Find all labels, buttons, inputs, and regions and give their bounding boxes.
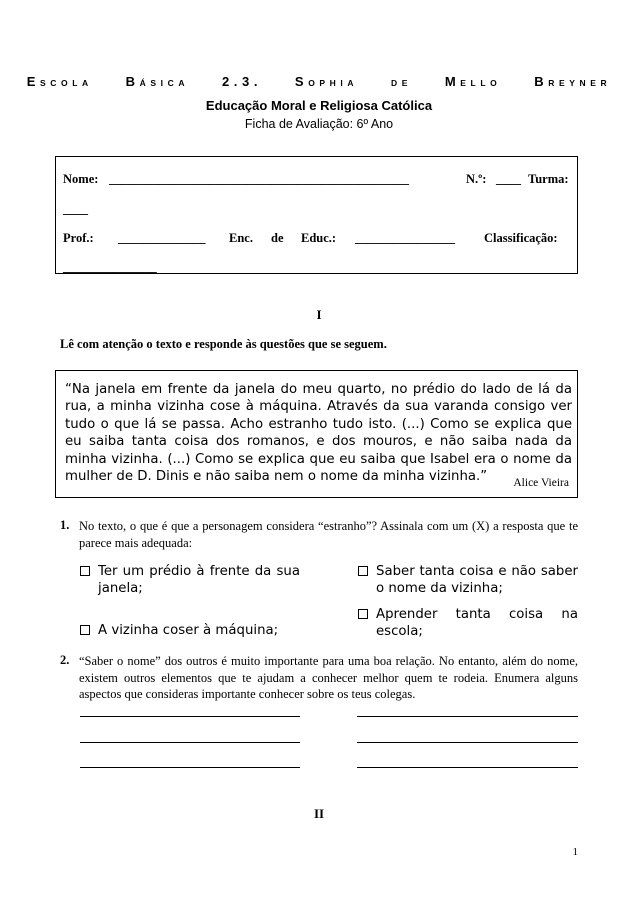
checkbox[interactable] xyxy=(80,625,90,635)
option-label: A vizinha coser à máquina; xyxy=(98,623,279,638)
answer-line[interactable] xyxy=(80,716,300,717)
option-label: Saber tanta coisa e não saber o nome da vizinha; xyxy=(376,564,578,596)
school-name-word: MELLO xyxy=(444,74,502,89)
school-name-word: DE xyxy=(390,78,412,88)
option-label: Aprender tanta coisa na escola; xyxy=(376,607,578,639)
answer-line[interactable] xyxy=(357,742,578,743)
answer-line[interactable] xyxy=(357,716,578,717)
school-name-word: ESCOLA xyxy=(26,74,93,89)
section-numeral-i: I xyxy=(316,307,322,322)
question-2-text: “Saber o nome” dos outros é muito importante para uma boa relação. No entanto, além do nome, existem outros elementos que te ajudam a conhecer melhor quem te rodeia. Enumera alguns aspectos que consideras importante conhecer sobre os teus colegas. xyxy=(79,654,578,701)
school-name-word: BREYNER xyxy=(534,74,612,89)
school-name-word: 2.3. xyxy=(221,74,263,89)
option-vizinha-coser[interactable] xyxy=(80,622,300,640)
classificacao-field[interactable]: _______________ xyxy=(63,260,157,274)
option-label: Ter um prédio à frente da sua janela; xyxy=(98,564,300,596)
classificacao-label: Classificação: xyxy=(484,231,558,245)
prof-field[interactable]: ______________ xyxy=(118,231,206,245)
student-id-box xyxy=(55,156,578,274)
reading-quote: “Na janela em frente da janela do meu quarto, no prédio do lado de lá da rua, a minha vizinha cose à máquina. Através da sua varanda consigo ver tudo o que lá se passa. Acho estranho tudo isto. (...) Como se explica que eu saiba tanta coisa dos romanos, e dos mouros, e não saiba nada da minha vizinha. (...) Como se explica que eu saiba que Isabel era o nome da mulher de D. Dinis e não saiba nem o nome da minha vizinha.” xyxy=(65,382,572,485)
question-1-number: 1. xyxy=(60,518,70,532)
answer-line[interactable] xyxy=(357,767,578,768)
answer-line[interactable] xyxy=(80,767,300,768)
educ-label: Educ.: xyxy=(301,231,337,245)
section-numeral-ii: II xyxy=(313,806,325,821)
school-name-word: BÁSICA xyxy=(125,74,190,89)
quote-author: Alice Vieira xyxy=(513,477,569,489)
page-number: 1 xyxy=(572,846,578,858)
school-name xyxy=(0,74,638,89)
numero-field[interactable]: ____ xyxy=(496,172,521,186)
turma-label: Turma: xyxy=(528,172,569,186)
de-label: de xyxy=(271,231,284,245)
school-name-word: SOPHIA xyxy=(294,74,359,89)
enc-label: Enc. xyxy=(229,231,253,245)
nome-field[interactable]: ________________________________________________ xyxy=(109,172,409,186)
option-saber-tanta-coisa[interactable] xyxy=(358,563,578,599)
subject-title: Educação Moral e Religiosa Católica xyxy=(205,98,433,113)
checkbox[interactable] xyxy=(358,609,368,619)
checkbox[interactable] xyxy=(80,566,90,576)
prof-label: Prof.: xyxy=(63,231,94,245)
reading-instruction: Lê com atenção o texto e responde às questões que se seguem. xyxy=(60,337,387,351)
checkbox[interactable] xyxy=(358,566,368,576)
numero-label: N.º: xyxy=(466,172,487,186)
reading-text-box xyxy=(55,370,578,498)
turma-field[interactable]: ____ xyxy=(63,202,88,216)
option-aprender[interactable] xyxy=(358,606,578,642)
answer-line[interactable] xyxy=(80,742,300,743)
enc-educ-field[interactable]: ________________ xyxy=(355,231,455,245)
question-2-number: 2. xyxy=(60,653,70,667)
question-1-text: No texto, o que é que a personagem considera “estranho”? Assinala com um (X) a resposta que te parece mais adequada: xyxy=(79,519,578,550)
sheet-title: Ficha de Avaliação: 6º Ano xyxy=(244,117,394,131)
option-predio[interactable] xyxy=(80,563,300,599)
nome-label: Nome: xyxy=(63,172,99,186)
